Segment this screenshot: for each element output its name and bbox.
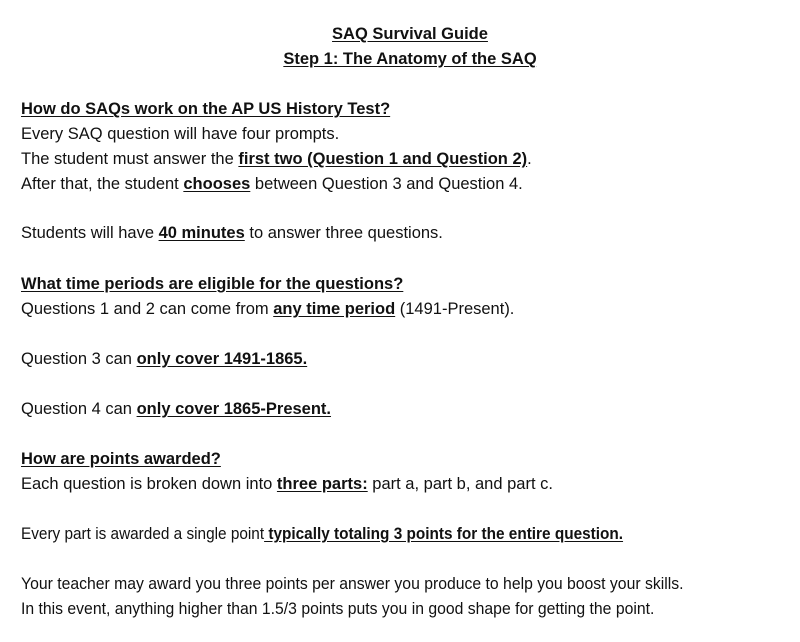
emphasis-text: chooses [183, 175, 251, 193]
emphasis-text: only cover 1491-1865. [136, 350, 308, 368]
text: Question 3 can [21, 350, 137, 368]
paragraph-single-point [21, 524, 623, 544]
paragraph-question-4 [21, 399, 331, 419]
emphasis-text: first two (Question 1 and Question 2) [238, 150, 528, 168]
document-subtitle: Step 1: The Anatomy of the SAQ [283, 50, 537, 68]
emphasis-text: only cover 1865-Present. [136, 400, 332, 418]
text: . [527, 150, 532, 168]
text: Question 4 can [21, 400, 137, 418]
emphasis-text: any time period [273, 300, 396, 318]
text: (1491-Present). [395, 300, 515, 318]
paragraph-good-shape: In this event, anything higher than 1.5/3 points puts you in good shape for getting the point. [21, 600, 655, 618]
text: After that, the student [21, 175, 184, 193]
text: Students will have [21, 224, 159, 242]
emphasis-text: 40 minutes [158, 224, 245, 242]
section-heading-points-awarded: How are points awarded? [21, 450, 221, 468]
text: The student must answer the [21, 150, 239, 168]
paragraph-any-time-period [21, 299, 514, 319]
section-heading-how-saqs-work: How do SAQs work on the AP US History Test? [21, 100, 391, 118]
text: between Question 3 and Question 4. [250, 175, 523, 193]
paragraph-teacher-award: Your teacher may award you three points per answer you produce to help you boost your skills. [21, 575, 684, 593]
document-title: SAQ Survival Guide [332, 25, 488, 43]
text: to answer three questions. [244, 224, 443, 242]
emphasis-text: typically totaling 3 points for the entire question. [264, 525, 624, 543]
text: Every part is awarded a single point [21, 525, 265, 543]
text: Each question is broken down into [21, 475, 277, 493]
paragraph-first-two [21, 149, 532, 169]
paragraph-four-prompts: Every SAQ question will have four prompts. [21, 125, 340, 143]
text: part a, part b, and part c. [367, 475, 553, 493]
paragraph-chooses [21, 174, 523, 194]
paragraph-question-3 [21, 349, 307, 369]
section-heading-time-periods: What time periods are eligible for the questions? [21, 275, 404, 293]
paragraph-three-parts [21, 474, 553, 494]
paragraph-40-minutes [21, 223, 443, 243]
emphasis-text: three parts: [276, 475, 368, 493]
text: Questions 1 and 2 can come from [21, 300, 274, 318]
